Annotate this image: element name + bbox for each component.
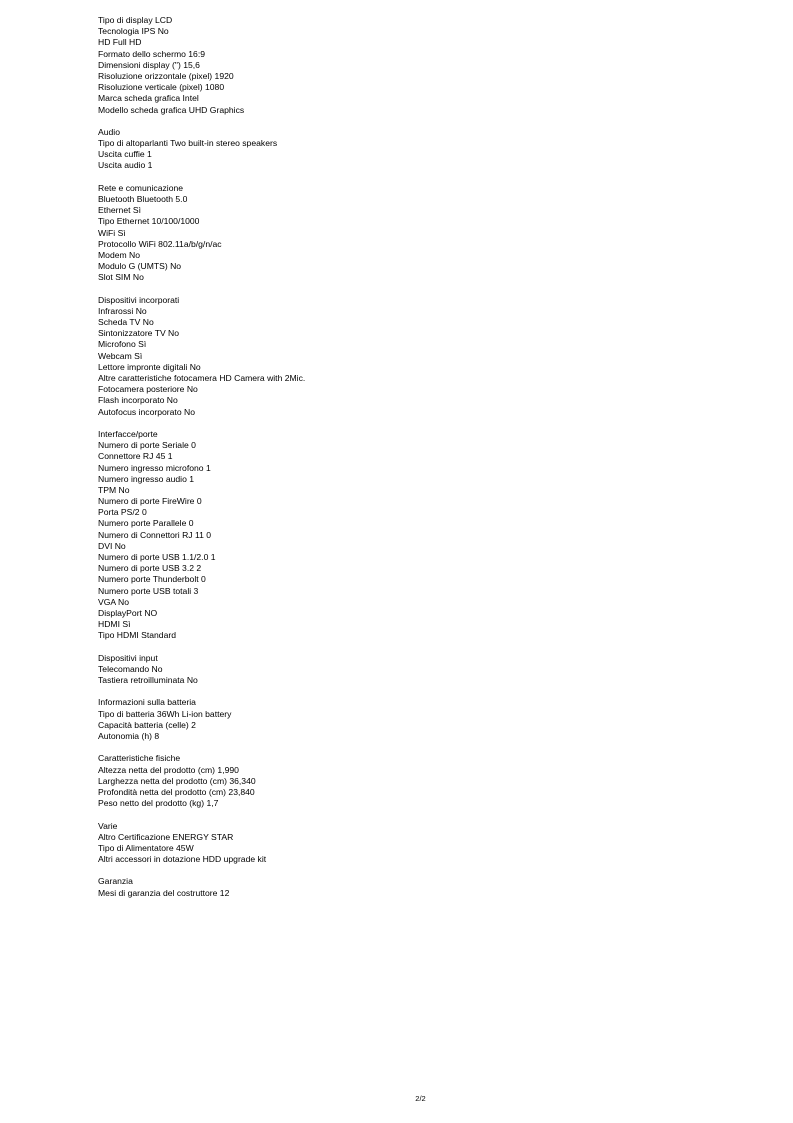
spec-line: Flash incorporato No	[98, 395, 178, 406]
section-title: Audio	[98, 126, 120, 137]
spec-line: Marca scheda grafica Intel	[98, 93, 199, 104]
spec-line: Fotocamera posteriore No	[98, 384, 198, 395]
spec-line: Scheda TV No	[98, 317, 154, 328]
spec-list	[98, 15, 698, 899]
spec-line: Tipo di batteria 36Wh Li-ion battery	[98, 708, 232, 719]
spec-line: Risoluzione verticale (pixel) 1080	[98, 82, 225, 93]
spec-line: Numero di Connettori RJ 11 0	[98, 529, 212, 540]
spec-line: Protocollo WiFi 802.11a/b/g/n/ac	[98, 238, 222, 249]
spec-line: Mesi di garanzia del costruttore 12	[98, 887, 230, 898]
section-title: Informazioni sulla batteria	[98, 697, 196, 708]
spec-line: Ethernet Sì	[98, 205, 141, 216]
section-title: Caratteristiche fisiche	[98, 753, 181, 764]
spec-line: Numero porte Parallele 0	[98, 518, 194, 529]
spec-line: Tastiera retroilluminata No	[98, 675, 198, 686]
spec-line: Uscita audio 1	[98, 160, 153, 171]
spec-line: Tecnologia IPS No	[98, 26, 169, 37]
spec-line: Modulo G (UMTS) No	[98, 261, 182, 272]
spec-line: WiFi Sì	[98, 227, 126, 238]
spec-line: Uscita cuffie 1	[98, 149, 152, 160]
section-title: Varie	[98, 820, 118, 831]
spec-section	[98, 15, 698, 116]
section-spacer	[98, 686, 698, 697]
spec-line: Telecomando No	[98, 663, 163, 674]
spec-line: Tipo di altoparlanti Two built-in stereo speakers	[98, 138, 278, 149]
section-title: Interfacce/porte	[98, 428, 158, 439]
spec-line: Numero di porte Seriale 0	[98, 440, 196, 451]
spec-line: Tipo Ethernet 10/100/1000	[98, 216, 200, 227]
spec-line: Tipo di display LCD	[98, 15, 173, 25]
spec-line: Numero di porte USB 3.2 2	[98, 563, 202, 574]
spec-line: Numero porte Thunderbolt 0	[98, 574, 206, 585]
spec-line: Altri accessori in dotazione HDD upgrade kit	[98, 854, 267, 865]
spec-line: Modem No	[98, 249, 141, 260]
section-title: Rete e comunicazione	[98, 182, 184, 193]
spec-line: Profondità netta del prodotto (cm) 23,840	[98, 786, 255, 797]
spec-line: Altezza netta del prodotto (cm) 1,990	[98, 764, 239, 775]
spec-line: Peso netto del prodotto (kg) 1,7	[98, 798, 219, 809]
spec-line: Numero di porte FireWire 0	[98, 496, 202, 507]
spec-line: Numero ingresso audio 1	[98, 473, 195, 484]
spec-section	[98, 295, 698, 418]
spec-section	[98, 429, 698, 642]
spec-line: Capacità batteria (celle) 2	[98, 719, 196, 730]
spec-line: Modello scheda grafica UHD Graphics	[98, 104, 245, 115]
section-spacer	[98, 172, 698, 183]
spec-section	[98, 127, 698, 172]
spec-line: Webcam Sì	[98, 350, 143, 361]
spec-section	[98, 183, 698, 284]
section-title: Dispositivi incorporati	[98, 294, 180, 305]
spec-line: VGA No	[98, 596, 130, 607]
section-spacer	[98, 742, 698, 753]
spec-line: Sintonizzatore TV No	[98, 328, 180, 339]
spec-line: Larghezza netta del prodotto (cm) 36,340	[98, 775, 256, 786]
spec-line: Numero porte USB totali 3	[98, 585, 199, 596]
spec-line: Autonomia (h) 8	[98, 731, 160, 741]
spec-section	[98, 876, 698, 898]
section-spacer	[98, 284, 698, 295]
spec-line: Numero di porte USB 1.1/2.0 1	[98, 552, 216, 562]
spec-line: TPM No	[98, 484, 130, 495]
spec-line: Altro Certificazione ENERGY STAR	[98, 831, 234, 842]
spec-line: Altre caratteristiche fotocamera HD Camera with 2Mic.	[98, 373, 306, 383]
spec-line: HD Full HD	[98, 37, 142, 48]
section-spacer	[98, 116, 698, 127]
spec-line: Lettore impronte digitali No	[98, 361, 201, 372]
spec-line: Dimensioni display (") 15,6	[98, 59, 200, 70]
page-number: 2/2	[415, 1094, 426, 1103]
spec-line: Infrarossi No	[98, 305, 147, 316]
section-title: Garanzia	[98, 876, 133, 887]
spec-line: Slot SIM No	[98, 272, 144, 283]
spec-section	[98, 753, 698, 809]
section-spacer	[98, 418, 698, 429]
section-spacer	[98, 809, 698, 820]
spec-line: DisplayPort NO	[98, 607, 158, 618]
spec-section	[98, 653, 698, 687]
spec-line: Bluetooth Bluetooth 5.0	[98, 194, 188, 204]
spec-line: Formato dello schermo 16:9	[98, 48, 205, 59]
spec-section	[98, 697, 698, 742]
spec-line: Porta PS/2 0	[98, 507, 147, 518]
section-title: Dispositivi input	[98, 652, 158, 663]
spec-line: Numero ingresso microfono 1	[98, 462, 211, 473]
spec-line: DVI No	[98, 540, 126, 551]
spec-section	[98, 821, 698, 866]
spec-line: Autofocus incorporato No	[98, 406, 195, 417]
section-spacer	[98, 642, 698, 653]
spec-line: Risoluzione orizzontale (pixel) 1920	[98, 70, 234, 81]
spec-line: Tipo di Alimentatore 45W	[98, 842, 194, 853]
section-spacer	[98, 865, 698, 876]
spec-line: Microfono Sì	[98, 339, 147, 350]
spec-line: Tipo HDMI Standard	[98, 630, 177, 641]
spec-line: HDMI Sì	[98, 619, 131, 630]
spec-line: Connettore RJ 45 1	[98, 451, 173, 462]
